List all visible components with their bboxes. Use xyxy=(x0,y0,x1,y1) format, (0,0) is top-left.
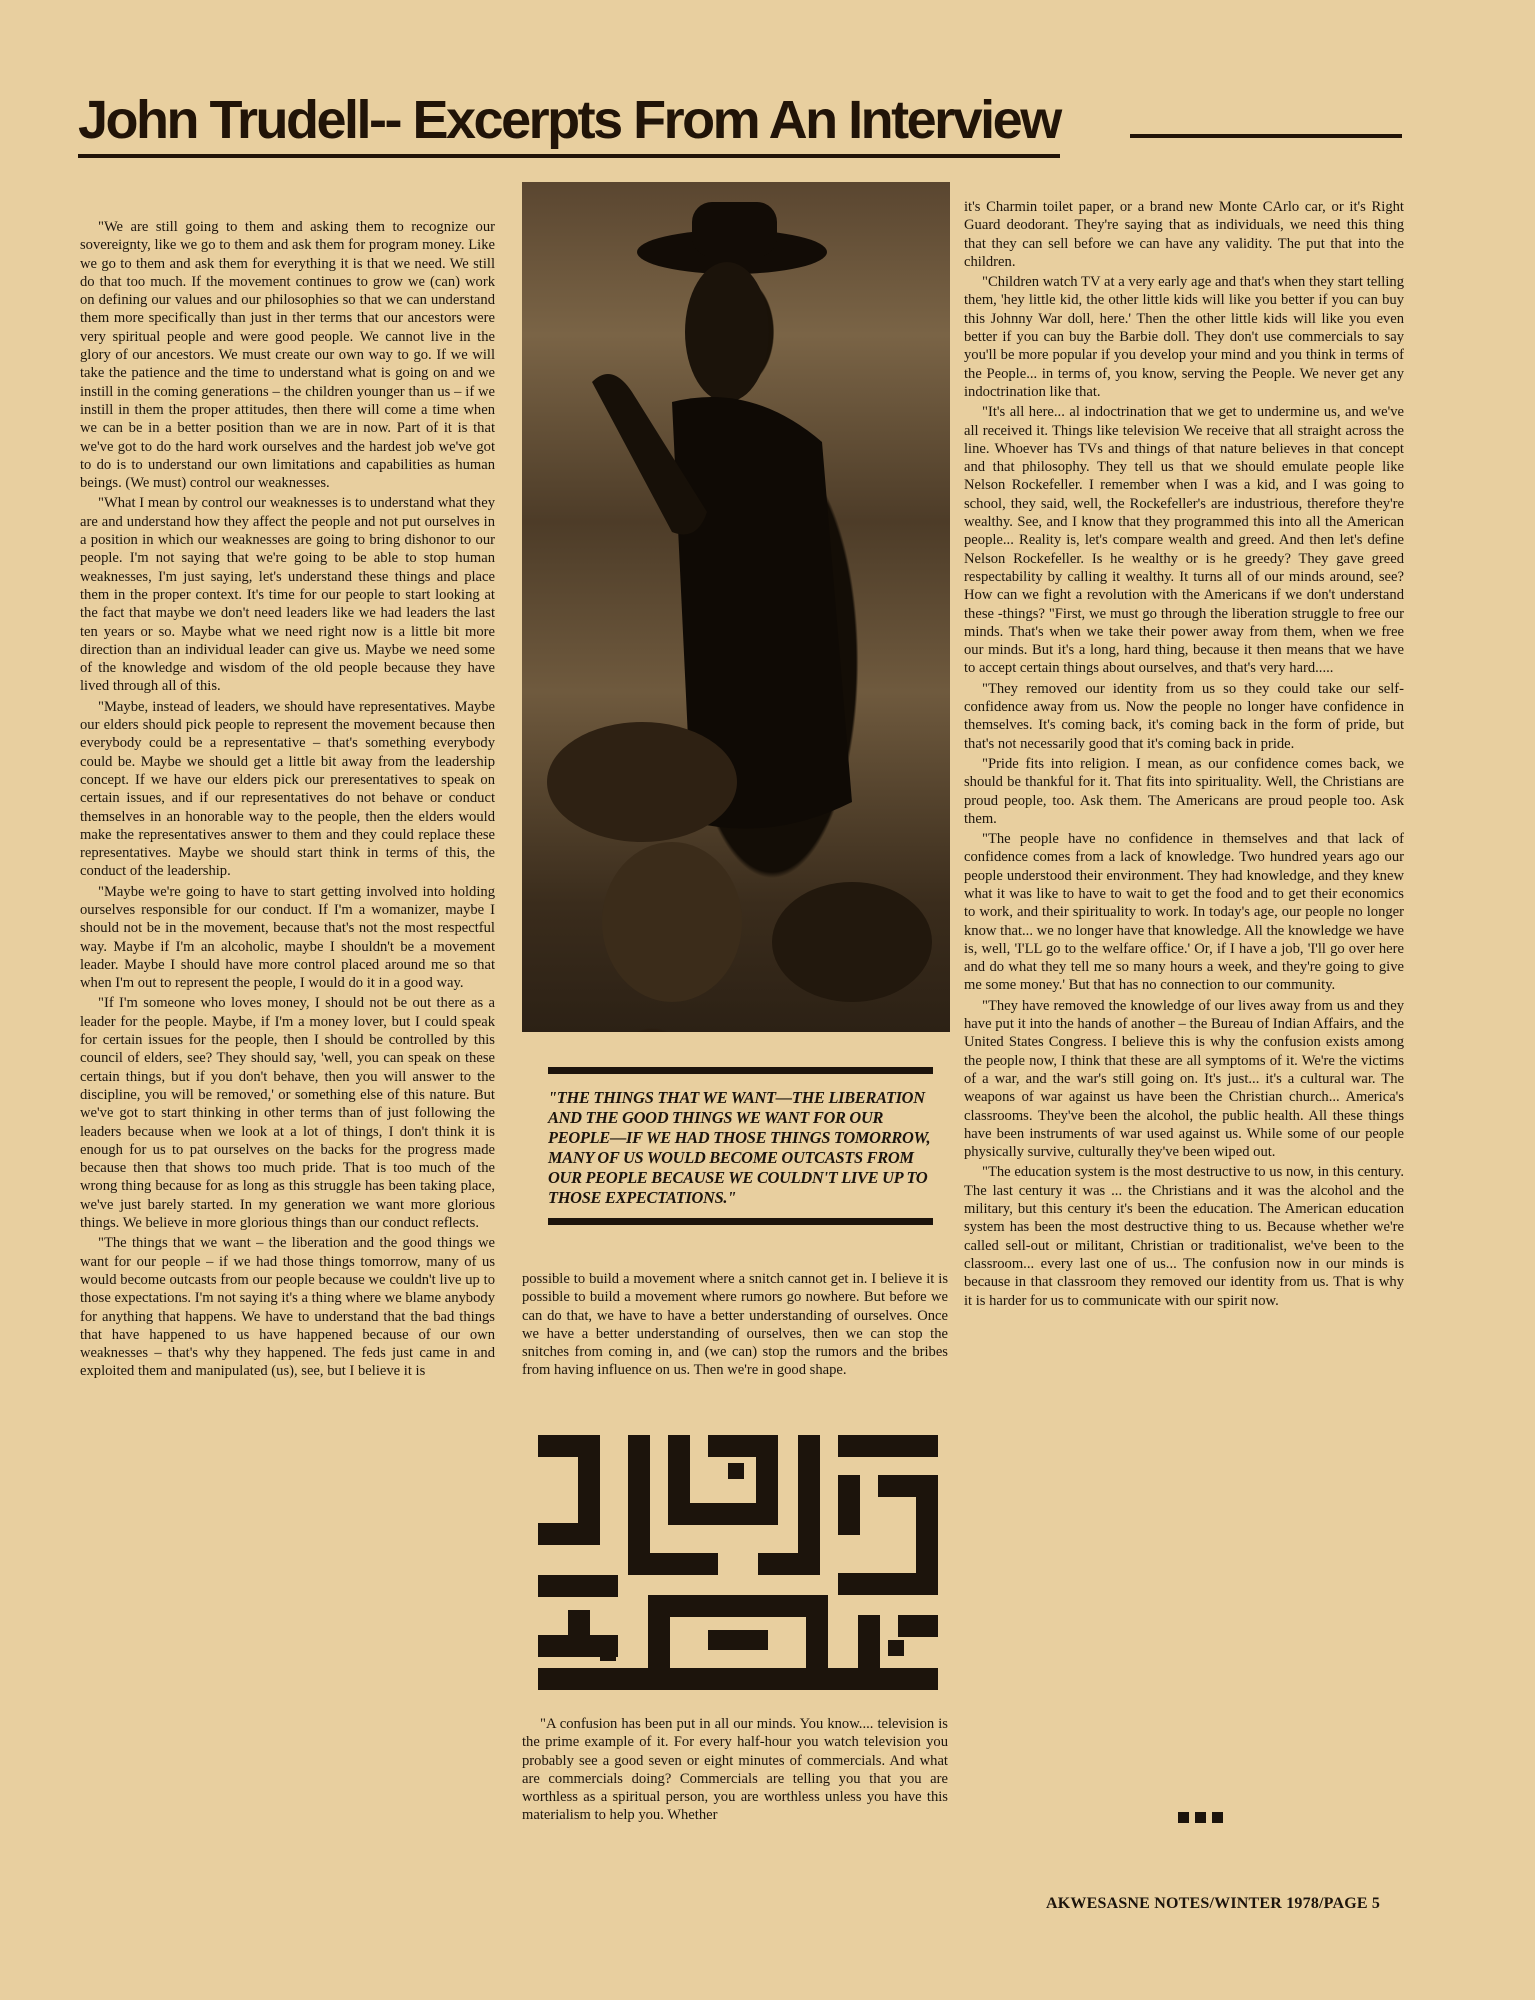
paragraph: "The education system is the most destructive to us now, in this century. The last century it was ... the Christians and it was the alcohol and the military, but this century it's been the education. The American education system has been the most destructive thing to us. Because whether we're called sell-out or militant, Christian or traditionalist, we've been to the classroom... every last one of us... The confusion now in our minds is because in that classroom they removed our identity from us. That is why it is harder for us to communicate with our spirit now. xyxy=(964,1164,1404,1309)
paragraph: possible to build a movement where a snitch cannot get in. I believe it is possible to build a movement where rumors go nowhere. But before we can do that, we have to have a better understanding of ourselves. Once we have a better understanding of ourselves, then we can stop the snitches from coming in, and (we can) stop the rumors and the bribes from having influence on us. Then we're in good shape. xyxy=(522,1271,948,1379)
title-rule xyxy=(1130,134,1402,138)
quote-rule-top xyxy=(548,1067,933,1074)
paragraph: "Children watch TV at a very early age and that's when they start telling them, 'hey little kid, the other little kids will like you better if you can buy this Johnny War doll, here.' Then the other little kids will like you even better if you can buy the Barbie doll. They don't use commercials to say you'll be more popular if you develop your mind and you think in terms of the People... in terms of, you know, serving the People. We never get any indoctrination like that. xyxy=(964,274,1404,400)
paragraph: "Pride fits into religion. I mean, as our confidence comes back, we should be thankful for it. That fits into spirituality. Well, the Christians are proud people, too. Ask them. The Americans are proud people too. Ask them. xyxy=(964,755,1404,827)
paragraph: "It's all here... al indoctrination that we get to undermine us, and we've all received it. Things like television We receive that all straight across the line. Whoever has TVs and things of that nature believes in that concept and that philosophy. They tell us that we should emulate people like Nelson Rockefeller. I remember when I was a kid, and I was going to school, they said, well, the Rockefeller's are industrious, therefore they're wealthy. See, and I know that they programmed this into all the American people... Reality is, let's compare wealth and greed. And then let's define Nelson Rockefeller. Is he wealthy or is he greedy? They gave greed respectability by calling it wealthy. It turns all of our minds around, see? How can we fight a revolution with the Americans if we don't understand these -things? "First, we must go through the liberation struggle to free our minds. That's when we take their power away from them, when we free our minds. But it's a long, hard thing, because it then means that we have to accept certain things about ourselves, and that's very hard..... xyxy=(964,404,1404,677)
page-footer: AKWESASNE NOTES/WINTER 1978/PAGE 5 xyxy=(1046,1895,1381,1912)
paragraph: "They removed our identity from us so they could take our self-confidence away from us. Now the people no longer have confidence in themselves. It's coming back, it's coming back in the form of pride, but that's not necessarily good that it's coming back in pride. xyxy=(964,680,1404,752)
column-3 xyxy=(964,198,1404,1312)
end-of-article-marks xyxy=(1178,1810,1229,1828)
pull-quote: "THE THINGS THAT WE WANT—THE LIBERATION AND THE GOOD THINGS WE WANT FOR OUR PEOPLE—IF WE HAD THOSE THINGS TOMORROW, MANY OF US WOULD BECOME OUTCASTS FROM OUR PEOPLE BECAUSE WE COULDN'T LIVE UP TO THOSE EXPECTATIONS." xyxy=(548,1088,931,1207)
paragraph: "We are still going to them and asking them to recognize our sovereignty, like we go to them and ask them for program money. Like we go to them and ask them for everything it is that we need. We still do that too much. If the movement continues to grow we (can) work on defining our values and our philosophies so that we can understand them more specifically than just in ther terms that our ancestors were very spiritual people and were good people. We cannot live in the glory of our ancestors. We must create our own way to go. If we will take the patience and the time to understand what is going on and we instill in the coming generations – the children younger than us – if we instill in them the proper attitudes, then there will come a time when we can be in a better position than we are in now. Part of it is that we've got to do the hard work ourselves and the hardest job we've got to do is to understand our own limitations and capabilities as human beings. (We must) control our weaknesses. xyxy=(80,219,495,492)
paragraph: "A confusion has been put in all our minds. You know.... television is the prime example of it. For every half-hour you watch television you probably see a good seven or eight minutes of commercials. And what are commercials doing? Commercials are telling you that you are worthless as a spiritual person, you are worthless unless you have this materialism to help you. Whether xyxy=(522,1716,948,1824)
column-1 xyxy=(80,218,495,1383)
paragraph: "What I mean by control our weaknesses is to understand what they are and understand how they affect the people and not put ourselves in a position in which our weaknesses are going to bring dishonor to our people. I'm not saying that we're going to be able to stop human weaknesses, I'm just saying, let's understand these things and place them in the proper context. It's time for our people to start looking at the fact that maybe we don't need leaders like we had leaders the last ten years or so. Maybe what we need right now is a little bit more direction than an individual leader can give us. Maybe we need some of the knowledge and wisdom of the old people because they have lived through all of this. xyxy=(80,495,495,695)
column-2 xyxy=(522,1270,948,1382)
paragraph: it's Charmin toilet paper, or a brand new Monte CArlo car, or it's Right Guard deodorant. They're saying that as individuals, we need this thing that they can sell before we can have any validity. The put that into the children. xyxy=(964,199,1404,270)
geometric-pattern-graphic xyxy=(538,1435,938,1690)
paragraph: "They have removed the knowledge of our lives away from us and they have put it into the hands of another – the Bureau of Indian Affairs, and the United States Congress. I believe this is why the confusion exists among the people now, I think that these are all symptoms of it. We're the victims of a war, and the war's still going on. It's just... it's a cultural war. The weapons of war against us have been the Christian church... America's classrooms. They've been the alcohol, the public health. All these things have been instruments of war used against us. While some of our people physically survive, culturally they've been wiped out. xyxy=(964,997,1404,1161)
column-2-continued xyxy=(522,1715,948,1827)
end-mark xyxy=(1178,1812,1189,1823)
paragraph: "If I'm someone who loves money, I should not be out there as a leader for the people. Maybe, if I'm a money lover, but I could speak for certain issues for the people, then I should be controlled by this council of elders, see? They should say, 'well, you can speak on these certain things, but if you don't behave, then you will answer to the discipline, you will be removed,' or something else of this nature. But we've got to start thinking in other terms than of just following the leaders because when we look at a lot of things, I don't think it is enough for us to pat ourselves on the backs for the progress made because then that shows too much pride. That is too much of the wrong thing because for as long as this struggle has been taking place, we've just barely started. In my generation we want more glorious things. We believe in more glorious things than our conduct reflects. xyxy=(80,995,495,1232)
paragraph: "Maybe we're going to have to start getting involved into holding ourselves responsible for our conduct. If I'm a womanizer, maybe I should not be in the movement, because that's not the most respectful way. Maybe if I'm an alcoholic, maybe I shouldn't be a movement leader. Maybe I should have more control placed around me so that when I'm out to represent the people, I would do it in a good way. xyxy=(80,883,495,992)
end-mark xyxy=(1195,1812,1206,1823)
end-mark xyxy=(1212,1812,1223,1823)
photo-silhouette xyxy=(522,182,950,1032)
paragraph: "The people have no confidence in themselves and that lack of confidence comes from a lack of knowledge. Two hundred years ago our people understood their environment. They had knowledge, and they knew what it was like to have to wait to get the food and to get their economics to work, and their spirituality to work. In today's age, our people no longer know that... we no longer have that knowledge. All the knowledge we have is, well, 'I'LL go to the welfare office.' Or, if I have a job, 'I'll go over here and do what they tell me so many hours a week, and they're going to give me some money.' But that has no connection to our community. xyxy=(964,831,1404,994)
quote-rule-bottom xyxy=(548,1218,933,1225)
paragraph: "Maybe, instead of leaders, we should have representatives. Maybe our elders should pick people to represent the movement because then everybody could be a representative – that's something everybody could be. Maybe we should get a little bit away from the leadership concept. If we have our elders pick our preresentatives to speak on certain issues, and if our representatives do not behave or conduct themselves in an honorable way to the people, then the elders would make the representatives answer to them and they could replace these representatives. Maybe we should start think in terms of this, the conduct of the leadership. xyxy=(80,698,495,880)
article-title: John Trudell-- Excerpts From An Interview xyxy=(78,88,1060,158)
portrait-photo xyxy=(522,182,950,1032)
paragraph: "The things that we want – the liberation and the good things we want for our people – if we had those things tomorrow, many of us would become outcasts from our people because we couldn't live up to those expectations. I'm not saying it's a thing where we blame anybody for anything that happens. We have to understand that the bad things that have happened to us have happened because of our own weaknesses – that's why they happened. The feds just came in and exploited them and manipulated (us), see, but I believe it is xyxy=(80,1235,495,1380)
